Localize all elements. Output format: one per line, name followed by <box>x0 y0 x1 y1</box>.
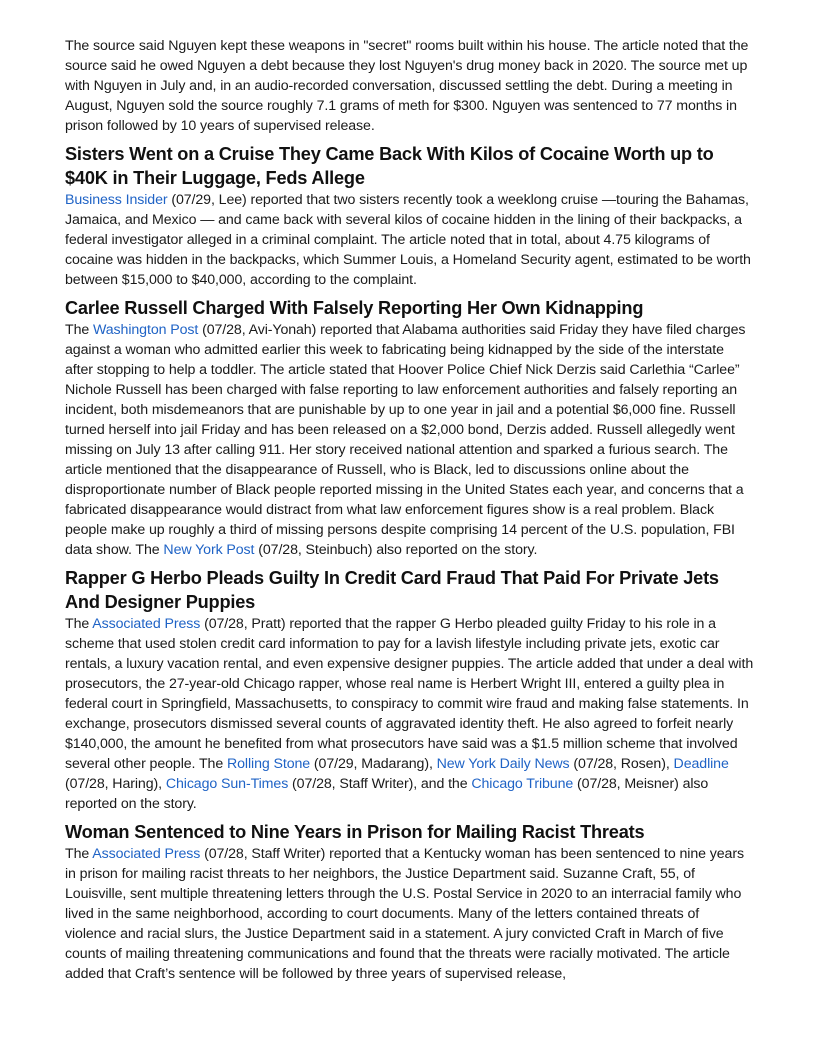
source-link-chicago-sun-times[interactable]: Chicago Sun-Times <box>165 776 289 792</box>
source-link-rolling-stone[interactable]: Rolling Stone <box>226 756 311 772</box>
article-text: (07/29, Lee) reported that two sisters recently took a weeklong cruise —touring the Bahamas, Jamaica, and Mexico — and came back with several kilos of cocaine hidden in the lining of their backpacks, a federal investigator alleged in a criminal complaint. The article noted that in total, about 4.75 kilograms of cocaine was hidden in the backpacks, which Summer Louis, a Homeland Security agent, estimated to be worth between $15,000 to $40,000, according to the complaint. <box>65 192 751 288</box>
article-text: (07/28, Staff Writer) reported that a Kentucky woman has been sentenced to nine years in prison for mailing racist threats to her neighbors, the Justice Department said. Suzanne Craft, 55, of Louisville, sent multiple threatening letters through the U.S. Postal Service in 2020 to an interracial family who lived in the same neighborhood, according to court documents. Many of the letters contained threats of violence and racial slurs, the Justice Department said in a statement. A jury convicted Craft in March of five counts of mailing threatening communications and found that the threats were racially motivated. The article added that Craft’s sentence will be followed by three years of supervised release, <box>65 846 744 982</box>
article-text: (07/28, Pratt) reported that the rapper G Herbo pleaded guilty Friday to his role in a scheme that used stolen credit card information to pay for a lavish lifestyle including private jets, exotic car rentals, a luxury vacation rental, and even expensive designer puppies. The article added that under a deal with prosecutors, the 27-year-old Chicago rapper, whose real name is Herbert Wright III, entered a guilty plea in federal court in Springfield, Massachusetts, to conspiracy to commit wire fraud and making false statements. In exchange, prosecutors dismissed several counts of aggravated identity theft. He also agreed to forfeit nearly $140,000, the amount he benefited from what prosecutors have said was a $1.5 million scheme that involved several other people. The <box>65 616 754 772</box>
intro-paragraph: The source said Nguyen kept these weapons in "secret" rooms built within his house. The article noted that the source said he owed Nguyen a debt because they lost Nguyen's drug money back in 2020. The source met up with Nguyen in July and, in an audio-recorded conversation, discussed settling the debt. During a meeting in August, Nguyen sold the source roughly 7.1 grams of meth for $300. Nguyen was sentenced to 77 months in prison followed by 10 years of supervised release. <box>65 38 749 134</box>
article-text: The <box>65 616 93 632</box>
article-text: The <box>65 846 93 862</box>
article-body <box>65 320 754 560</box>
article-body <box>65 190 754 290</box>
source-link-business-insider[interactable]: Business Insider <box>65 192 168 208</box>
article-text: (07/28, Meisner) also reported on the story. <box>65 776 709 812</box>
article-text: (07/28, Steinbuch) also reported on the story. <box>254 542 538 558</box>
article-carlee-russell <box>65 296 754 560</box>
article-headline: Woman Sentenced to Nine Years in Prison for Mailing Racist Threats <box>65 822 645 842</box>
article-body <box>65 614 754 814</box>
source-link-new-york-daily-news[interactable]: New York Daily News <box>436 756 570 772</box>
source-link-associated-press[interactable]: Associated Press <box>92 616 201 632</box>
article-text: The <box>65 322 93 338</box>
article-headline: Sisters Went on a Cruise They Came Back With Kilos of Cocaine Worth up to $40K in Their Luggage, Feds Allege <box>65 144 714 188</box>
article-sisters-cruise <box>65 142 754 290</box>
article-g-herbo <box>65 566 754 814</box>
article-text: (07/28, Haring), <box>65 776 166 792</box>
article-racist-threats <box>65 820 754 984</box>
source-link-associated-press[interactable]: Associated Press <box>92 846 201 862</box>
article-headline: Rapper G Herbo Pleads Guilty In Credit Card Fraud That Paid For Private Jets And Designer Puppies <box>65 568 719 612</box>
article-text: (07/28, Staff Writer), and the <box>288 776 472 792</box>
source-link-washington-post[interactable]: Washington Post <box>93 322 199 338</box>
article-text: (07/28, Avi-Yonah) reported that Alabama authorities said Friday they have filed charges against a woman who admitted earlier this week to fabricating being kidnapped by the side of the interstate after stopping to help a toddler. The article stated that Hoover Police Chief Nick Derzis said Carlethia “Carlee” Nichole Russell has been charged with false reporting to law enforcement authorities and falsely reporting an incident, both misdemeanors that are punishable by up to one year in jail and a potential $6,000 fine. Russell turned herself into jail Friday and has been released on a $2,000 bond, Derzis added. Russell allegedly went missing on July 13 after calling 911. Her story received national attention and sparked a furious search. The article mentioned that the disappearance of Russell, who is Black, led to discussions online about the disproportionate number of Black people reported missing in the United States each year, and concerns that a fabricated disappearance would distract from what law enforcement figures show is a real problem. Black people make up roughly a third of missing persons despite comprising 14 percent of the U.S. population, FBI data show. The <box>65 322 746 558</box>
article-headline: Carlee Russell Charged With Falsely Reporting Her Own Kidnapping <box>65 298 644 318</box>
article-text: (07/29, Madarang), <box>310 756 437 772</box>
article-body <box>65 844 754 984</box>
source-link-new-york-post[interactable]: New York Post <box>163 542 255 558</box>
source-link-deadline[interactable]: Deadline <box>673 756 729 772</box>
article-text: (07/28, Rosen), <box>569 756 674 772</box>
source-link-chicago-tribune[interactable]: Chicago Tribune <box>471 776 574 792</box>
